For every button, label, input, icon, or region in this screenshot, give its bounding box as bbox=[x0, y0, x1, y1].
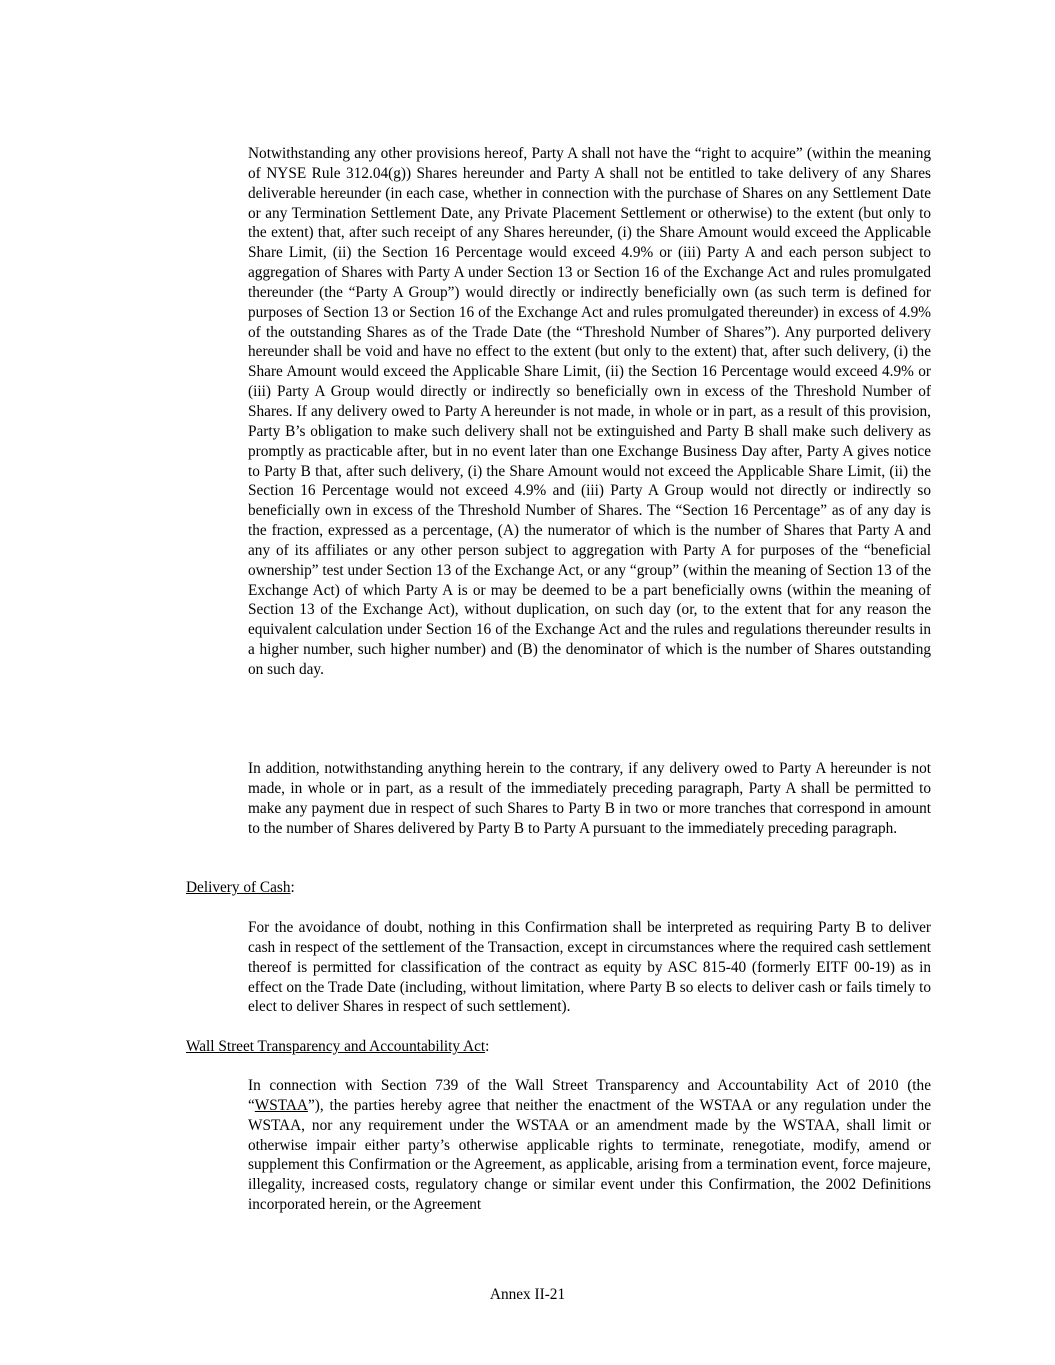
wall-street-act-title: Wall Street Transparency and Accountability Act bbox=[186, 1038, 486, 1055]
wstaa-text-before: In connection with Section 739 of the Wall Street Transparency and Accountability Act of 2010 (the “ bbox=[248, 1077, 931, 1114]
heading-colon: : bbox=[485, 1038, 490, 1055]
paragraph-payment-tranches: In addition, notwithstanding anything herein to the contrary, if any delivery owed to Party A hereunder is not made, in whole or in part, as a result of the immediately preceding paragraph, Party A shall be permitted to make any payment due in respect of such Shares to Party B in two or more tranches that correspond in amount to the number of Shares delivered by Party B to Party A pursuant to the immediately preceding paragraph. bbox=[248, 760, 931, 837]
heading-colon: : bbox=[290, 879, 295, 896]
delivery-of-cash-title: Delivery of Cash bbox=[186, 879, 291, 896]
paragraph-share-delivery-limit: Notwithstanding any other provisions hereof, Party A shall not have the “right to acquire” (within the meaning of NYSE Rule 312.04(g)) Shares hereunder and Party A shall not be entitled to take delivery of any Shares deliverable hereunder (in each case, whether in connection with the purchase of Shares on any Settlement Date or any Termination Settlement Date, any Private Placement Settlement or otherwise) to the extent (but only to the extent) that, after such receipt of any Shares hereunder, (i) the Share Amount would exceed the Applicable Share Limit, (ii) the Section 16 Percentage would exceed 4.9% or (iii) Party A and each person subject to aggregation of Shares with Party A under Section 13 or Section 16 of the Exchange Act and rules promulgated thereunder (the “Party A Group”) would directly or indirectly beneficially own (as such term is defined for purposes of Section 13 or Section 16 of the Exchange Act and rules promulgated thereunder) in excess of 4.9% of the outstanding Shares as of the Trade Date (the “Threshold Number of Shares”). Any purported delivery hereunder shall be void and have no effect to the extent (but only to the extent) that, after such delivery, (i) the Share Amount would exceed the Applicable Share Limit, (ii) the Section 16 Percentage would exceed 4.9% or (iii) Party A Group would directly or indirectly so beneficially own in excess of the Threshold Number of Shares. If any delivery owed to Party A hereunder is not made, in whole or in part, as a result of this provision, Party B’s obligation to make such delivery shall not be extinguished and Party B shall make such delivery as promptly as practicable after, but in no event later than one Exchange Business Day after, Party A gives notice to Party B that, after such delivery, (i) the Share Amount would not exceed the Applicable Share Limit, (ii) the Section 16 Percentage would not exceed 4.9% and (iii) Party A Group would not directly or indirectly so beneficially own in excess of the Threshold Number of Shares. The “Section 16 Percentage” as of any day is the fraction, expressed as a percentage, (A) the numerator of which is the number of Shares that Party A and any of its affiliates or any other person subject to aggregation with Party A for purposes of the “beneficial ownership” test under Section 13 of the Exchange Act, or any “group” (within the meaning of Section 13 of the Exchange Act) of which Party A is or may be deemed to be a part beneficially owns (within the meaning of Section 13 of the Exchange Act), without duplication, on such day (or, to the extent that for any reason the equivalent calculation under Section 16 of the Exchange Act and the rules and regulations thereunder results in a higher number, such higher number) and (B) the denominator of which is the number of Shares outstanding on such day. bbox=[248, 145, 931, 678]
section-heading-delivery-of-cash bbox=[186, 878, 295, 898]
paragraph-wall-street-act bbox=[248, 1076, 931, 1215]
wstaa-text-after: ”), the parties hereby agree that neither the enactment of the WSTAA or any regulation under the WSTAA, nor any requirement under the WSTAA or an amendment made by the WSTAA, shall limit or otherwise impair either party’s otherwise applicable rights to terminate, renegotiate, modify, amend or supplement this Confirmation or the Agreement, as applicable, arising from a termination event, force majeure, illegality, increased costs, regulatory change or similar event under this Confirmation, the 2002 Definitions incorporated herein, or the Agreement bbox=[248, 1096, 931, 1214]
paragraph-delivery-of-cash: For the avoidance of doubt, nothing in this Confirmation shall be interpreted as requiring Party B to deliver cash in respect of the settlement of the Transaction, except in circumstances where the required cash settlement thereof is permitted for classification of the contract as equity by ASC 815-40 (formerly EITF 00-19) as in effect on the Trade Date (including, without limitation, where Party B so elects to deliver cash or fails timely to elect to deliver Shares in respect of such settlement). bbox=[248, 919, 931, 1016]
wstaa-defined-term: WSTAA bbox=[254, 1096, 308, 1114]
page-footer-number: Annex II-21 bbox=[489, 1286, 566, 1303]
section-heading-wall-street-act bbox=[186, 1037, 489, 1057]
